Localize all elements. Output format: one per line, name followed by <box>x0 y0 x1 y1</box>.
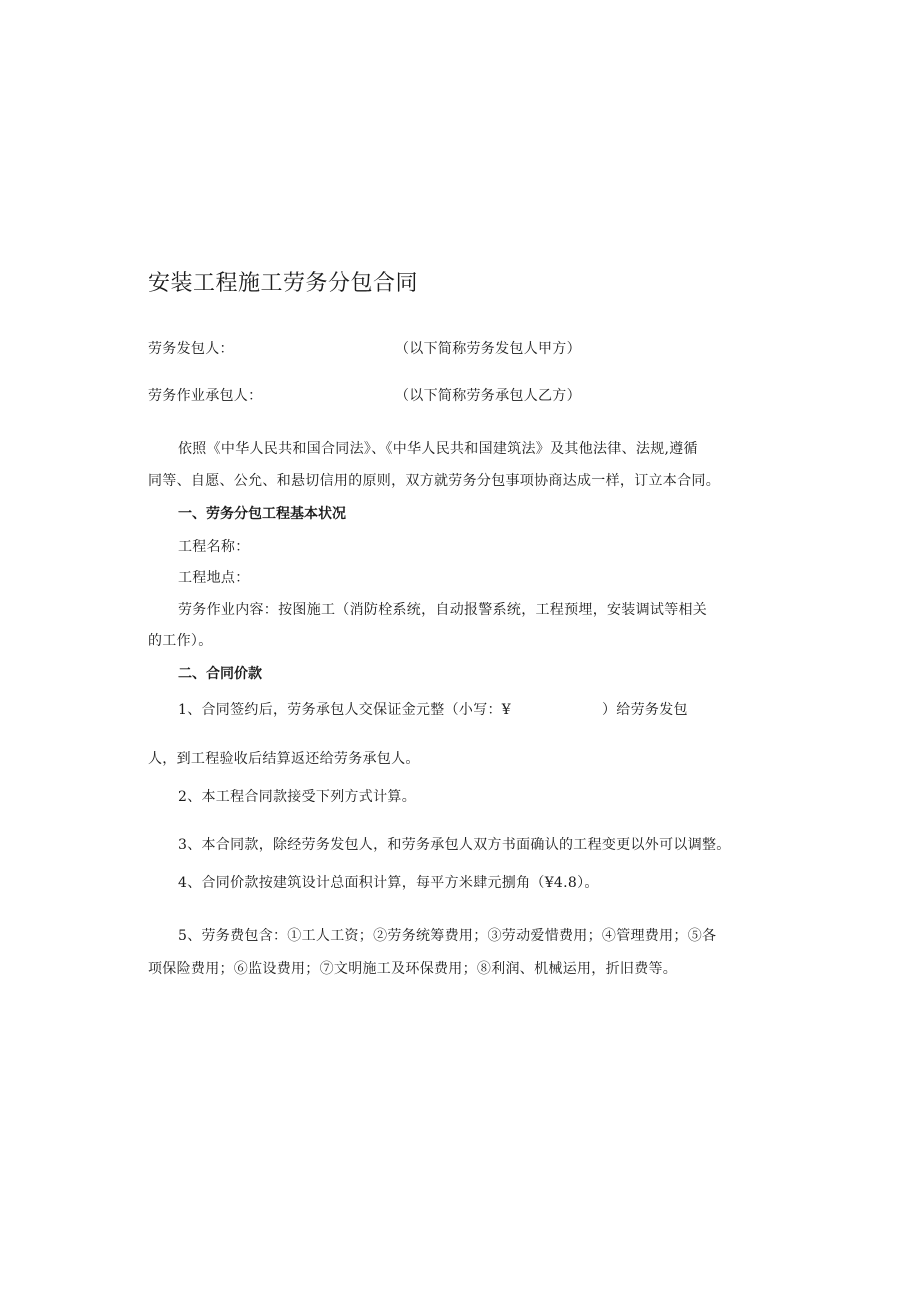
document-title: 安装工程施工劳务分包合同 <box>148 271 419 296</box>
work-content-line-1: 劳务作业内容：按图施工（消防栓系统，自动报警系统，工程预埋，安装调试等相关 <box>178 602 708 618</box>
section-2-heading: 二、合同价款 <box>178 666 262 682</box>
clause-1-part-1: 1、合同签约后，劳务承包人交保证金元整（小写：¥ <box>178 702 512 718</box>
clause-5-line-1: 5、劳务费包含：①工人工资；②劳务统筹费用；③劳动爱惜费用；④管理费用；⑤各 <box>178 928 717 944</box>
clause-3: 3、本合同款，除经劳务发包人，和劳务承包人双方书面确认的工程变更以外可以调整。 <box>178 837 731 853</box>
project-location-label: 工程地点： <box>178 570 250 586</box>
clause-1-part-2: ）给劳务发包 <box>602 702 688 718</box>
contractor-label: 劳务作业承包人： <box>148 388 263 404</box>
section-1-heading: 一、劳务分包工程基本状况 <box>178 506 346 522</box>
work-content-line-2: 的工作）。 <box>148 633 213 649</box>
clause-1-line-2: 人，到工程验收后结算返还给劳务承包人。 <box>148 751 420 767</box>
project-name-label: 工程名称： <box>178 539 250 555</box>
clause-2: 2、本工程合同款接受下列方式计算。 <box>178 789 417 805</box>
contractor-note: （以下简称劳务承包人乙方） <box>395 388 581 404</box>
clause-4: 4、合同价款按建筑设计总面积计算，每平方米肆元捌角（¥4.8）。 <box>178 875 599 891</box>
intro-line-1: 依照《中华人民共和国合同法》、《中华人民共和国建筑法》及其他法律、法规,遵循 <box>178 441 698 457</box>
intro-line-2: 同等、自愿、公允、和悬切信用的原则，双方就劳务分包事项协商达成一样，订立本合同。 <box>148 473 720 489</box>
employer-note: （以下简称劳务发包人甲方） <box>395 341 581 357</box>
clause-5-line-2: 项保险费用；⑥监设费用；⑦文明施工及环保费用；⑧利润、机械运用，折旧费等。 <box>148 961 678 977</box>
employer-label: 劳务发包人： <box>148 341 234 357</box>
